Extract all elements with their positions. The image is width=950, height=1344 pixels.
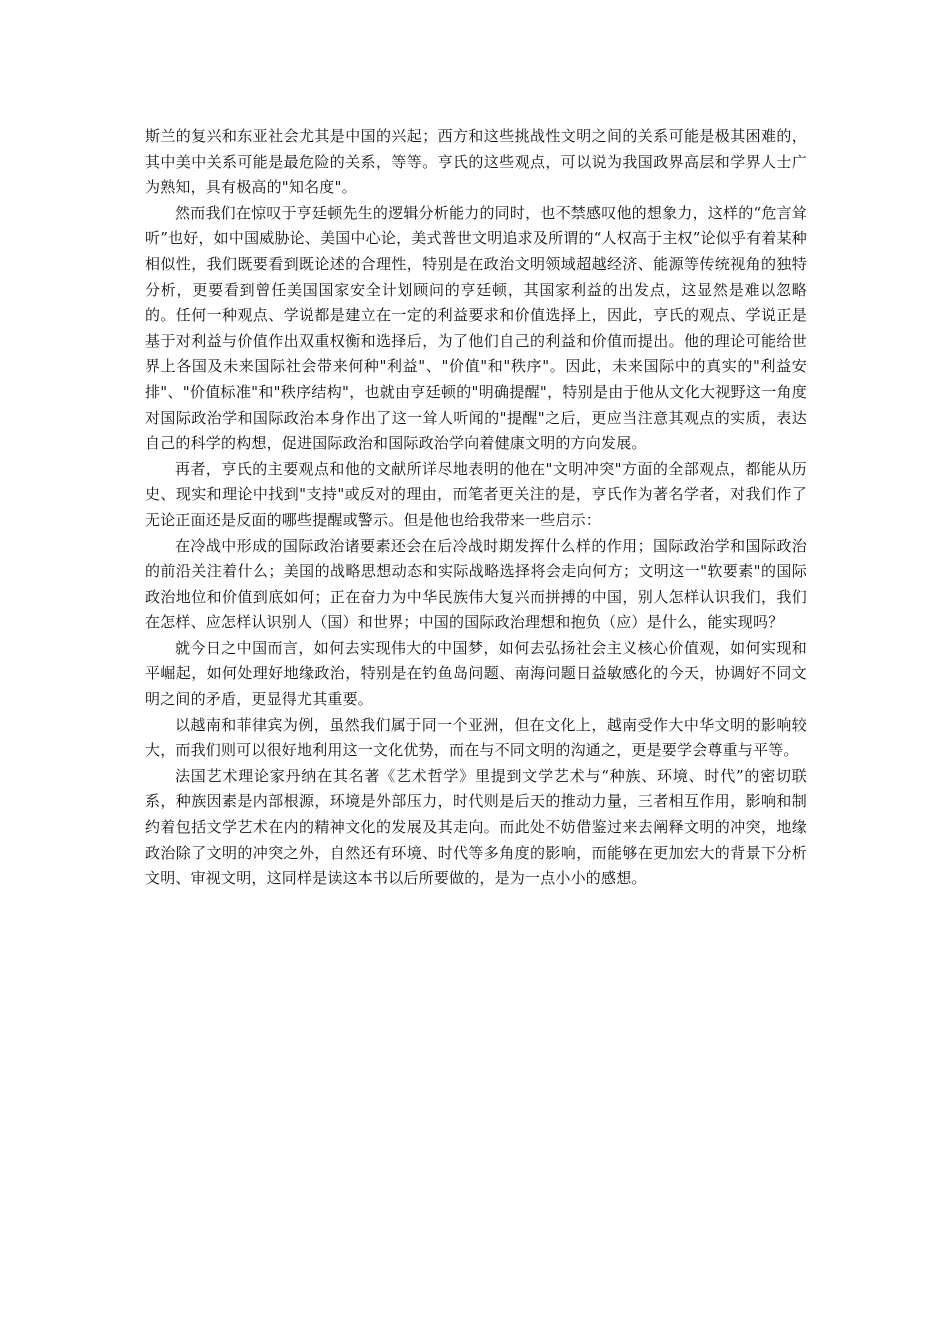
paragraph-7: 法国艺术理论家丹纳在其名著《艺术哲学》里提到文学艺术与“种族、环境、时代”的密切联系，种族因素是内部根源，环境是外部压力，时代则是后天的推动力量，三者相互作用，影响和制约着包括文学艺术在内的精神文化的发展及其走向。而此处不妨借鉴过来去阐释文明的冲突，地缘政治除了文明的冲突之外，自然还有环境、时代等多角度的影响，而能够在更加宏大的背景下分析文明、审视文明，这同样是读这本书以后所要做的，是为一点小小的感想。 [145,766,807,888]
paragraph-1: 斯兰的复兴和东亚社会尤其是中国的兴起；西方和这些挑战性文明之间的关系可能是极其困难的，其中美中关系可能是最危险的关系，等等。亨氏的这些观点，可以说为我国政界高层和学界人士广为熟知，具有极高的"知名度"。 [145,127,807,197]
document-page [145,124,807,892]
paragraph-6: 以越南和菲律宾为例，虽然我们属于同一个亚洲，但在文化上，越南受作大中华文明的影响较大，而我们则可以很好地利用这一文化优势，而在与不同文明的沟通之，更是要学会尊重与平等。 [145,715,807,760]
paragraph-3: 再者，亨氏的主要观点和他的文献所详尽地表明的他在"文明冲突"方面的全部观点，都能从历史、现实和理论中找到"支持"或反对的理由，而笔者更关注的是，亨氏作为著名学者，对我们作了无论正面还是反面的哪些提醒或警示。但是他也给我带来一些启示： [145,459,807,529]
paragraph-4: 在冷战中形成的国际政治诸要素还会在后冷战时期发挥什么样的作用；国际政治学和国际政治的前沿关注着什么；美国的战略思想动态和实际战略选择将会走向何方；文明这一"软要素"的国际政治地位和价值到底如何；正在奋力为中华民族伟大复兴而拼搏的中国，别人怎样认识我们，我们在怎样、应怎样认识别人（国）和世界；中国的国际政治理想和抱负（应）是什么，能实现吗？ [145,536,807,632]
paragraph-5: 就今日之中国而言，如何去实现伟大的中国梦，如何去弘扬社会主义核心价值观，如何实现和平崛起，如何处理好地缘政治，特别是在钓鱼岛问题、南海问题日益敏感化的今天，协调好不同文明之间的矛盾，更显得尤其重要。 [145,638,807,709]
paragraph-2: 然而我们在惊叹于亨廷顿先生的逻辑分析能力的同时，也不禁感叹他的想象力，这样的“危言耸听”也好，如中国威胁论、美国中心论，美式普世文明追求及所谓的“人权高于主权”论似乎有着某种相似性，我们既要看到既论述的合理性，特别是在政治文明领域超越经济、能源等传统视角的独特分析，更要看到曾任美国国家安全计划顾问的亨廷顿，其国家利益的出发点，这显然是难以忽略的。任何一种观点、学说都是建立在一定的利益要求和价值选择上，因此，亨氏的观点、学说正是基于对利益与价值作出双重权衡和选择后，为了他们自己的利益和价值而提出。他的理论可能给世界上各国及未来国际社会带来何种"利益"、"价值"和"秩序"。因此，未来国际中的真实的"利益安排"、"价值标准"和"秩序结构"，也就由亨廷顿的"明确提醒"，特别是由于他从文化大视野这一角度对国际政治学和国际政治本身作出了这一耸人听闻的"提醒"之后，更应当注意其观点的实质，表达自己的科学的构想，促进国际政治和国际政治学向着健康文明的方向发展。 [145,203,808,453]
